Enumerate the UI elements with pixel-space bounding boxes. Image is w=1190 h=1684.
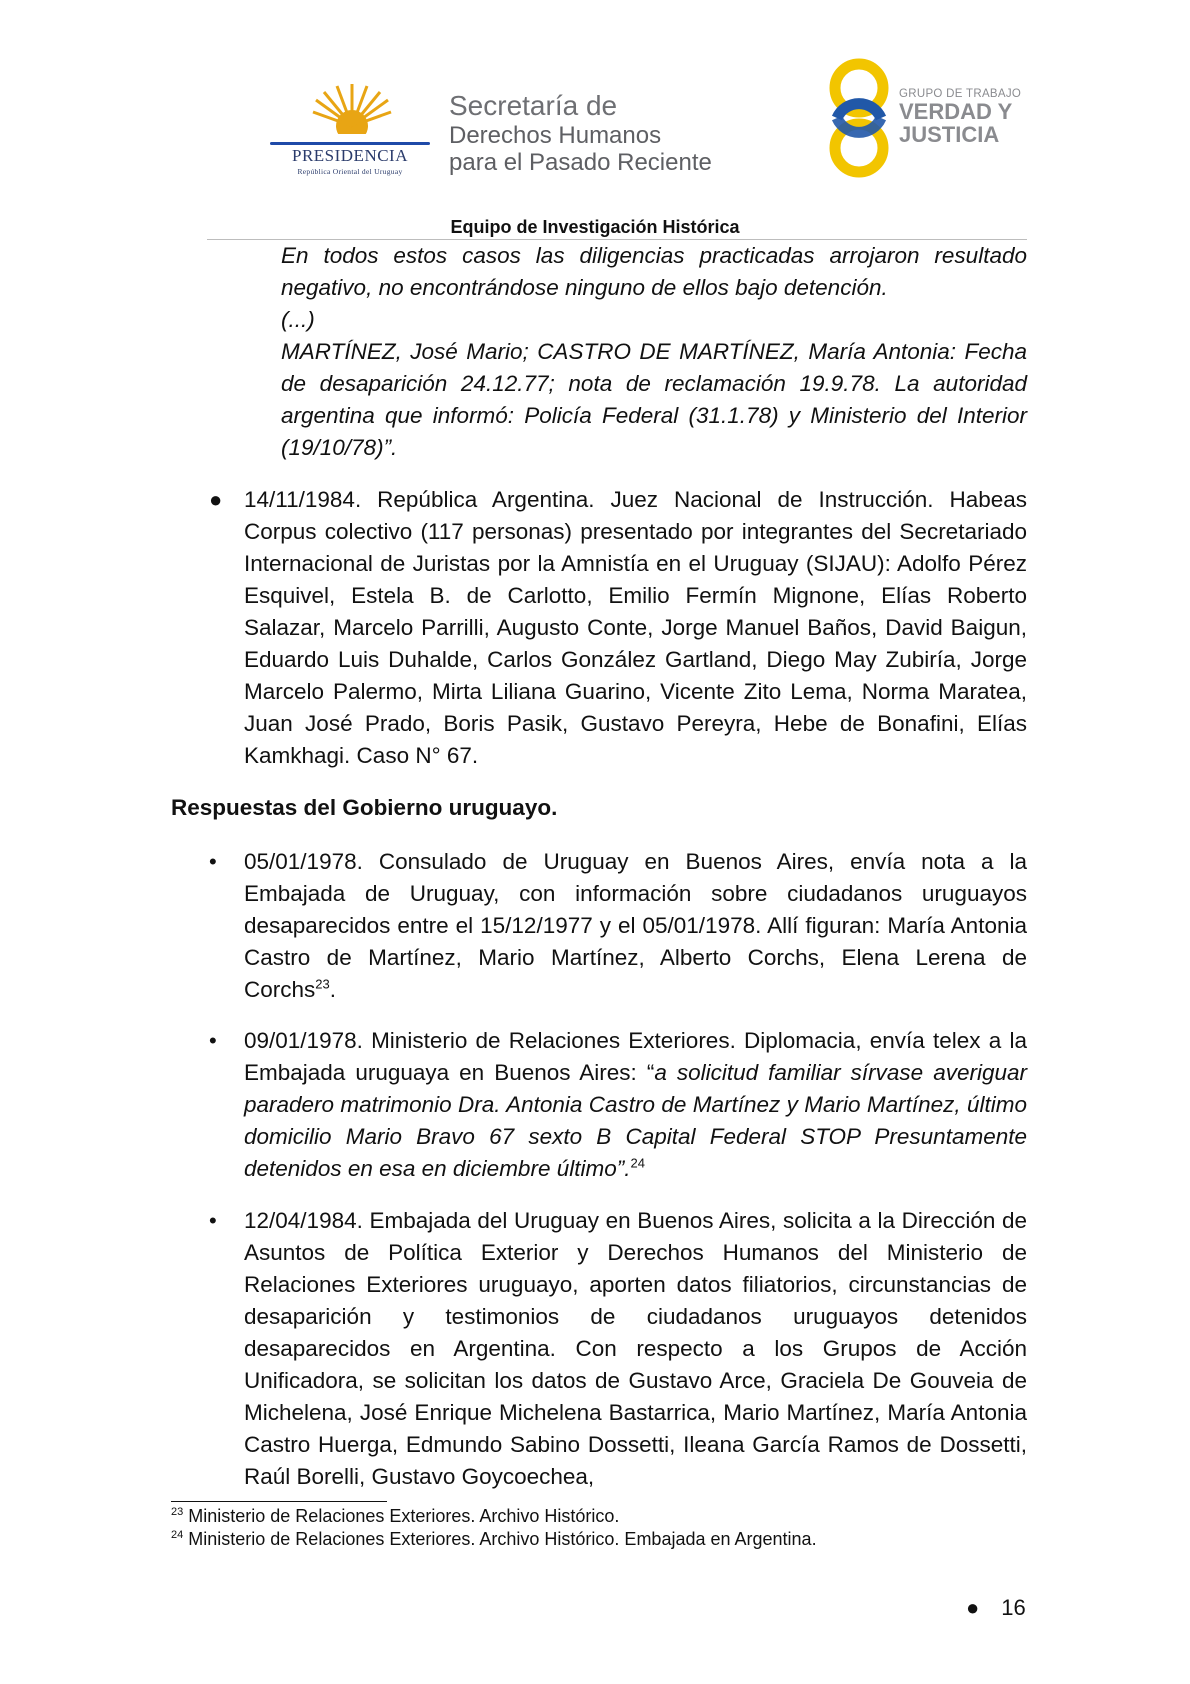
footnote-divider bbox=[171, 1501, 387, 1502]
footnote-text: Ministerio de Relaciones Exteriores. Archivo Histórico. Embajada en Argentina. bbox=[188, 1529, 817, 1549]
linked-rings-icon bbox=[823, 56, 895, 181]
list-item-habeas-corpus: 14/11/1984. República Argentina. Juez Nacional de Instrucción. Habeas Corpus colectivo (117 personas) presentado por integrantes del Secretariado Internacional de Juristas por la Amnistía en el Uruguay (SIJAU): Adolfo Pérez Esquivel, Estela B. de Carlotto, Emilio Fermín Mignone, Elías Roberto Salazar, Marcelo Parrilli, Augusto Conte, Jorge Manuel Baños, David Baigun, Eduardo Luis Duhalde, Carlos González Gartland, Diego May Zubiría, Jorge Marcelo Palermo, Mirta Liliana Guarino, Vicente Zito Lema, Norma Maratea, Juan José Prado, Boris Pasik, Gustavo Pereyra, Hebe de Bonafini, Elías Kamkhagi. Caso N° 67. bbox=[244, 487, 1027, 768]
footnote-23 bbox=[171, 1504, 619, 1528]
secretaria-line-3: para el Pasado Reciente bbox=[449, 149, 712, 176]
footnote-ref-23: 23 bbox=[315, 976, 330, 992]
vj-logo-line-2: JUSTICIA bbox=[899, 122, 1000, 147]
bullet-icon: • bbox=[209, 1028, 217, 1053]
footnote-number: 24 bbox=[171, 1529, 184, 1541]
section-heading: Respuestas del Gobierno uruguayo. bbox=[171, 795, 558, 820]
footnote-ref-24: 24 bbox=[630, 1155, 645, 1171]
vj-logo-line-1: VERDAD Y bbox=[899, 99, 1013, 124]
list-item-response-2 bbox=[244, 1025, 1027, 1185]
bullet-icon: ● bbox=[209, 487, 223, 512]
bullet-icon: • bbox=[209, 1208, 217, 1233]
footnote-number: 23 bbox=[171, 1506, 184, 1518]
bullet-icon: ● bbox=[966, 1595, 980, 1620]
bullet-icon: • bbox=[209, 849, 217, 874]
secretaria-logo bbox=[449, 90, 712, 176]
vj-logo-small-text: GRUPO DE TRABAJO bbox=[899, 88, 1022, 100]
footnote-24 bbox=[171, 1527, 817, 1551]
page-number-value: 16 bbox=[1001, 1595, 1026, 1620]
presidencia-logo-subtitle: República Oriental del Uruguay bbox=[297, 167, 403, 176]
quote-ellipsis: (...) bbox=[281, 307, 315, 332]
list-item-response-1 bbox=[244, 846, 1027, 1006]
footnote-text: Ministerio de Relaciones Exteriores. Archivo Histórico. bbox=[188, 1506, 620, 1526]
page-number bbox=[966, 1595, 1026, 1621]
response-1-text: 05/01/1978. Consulado de Uruguay en Buenos Aires, envía nota a la Embajada de Uruguay, con información sobre ciudadanos uruguayos desaparecidos entre el 15/12/1977 y el 05/01/1978. Allí figuran: María Antonia Castro de Martínez, Mario Martínez, Alberto Corchs, Elena Lerena de Corchs bbox=[244, 849, 1027, 1002]
team-title: Equipo de Investigación Histórica bbox=[450, 217, 740, 237]
secretaria-line-1: Secretaría de bbox=[449, 90, 618, 121]
quote-paragraph-2: MARTÍNEZ, José Mario; CASTRO DE MARTÍNEZ, María Antonia: Fecha de desaparición 24.12.77; nota de reclamación 19.9.78. La autoridad argentina que informó: Policía Federal (31.1.78) y Ministerio del Interior (19/10/78)”. bbox=[281, 339, 1027, 460]
presidencia-logo bbox=[270, 82, 430, 182]
list-item-response-3: 12/04/1984. Embajada del Uruguay en Buenos Aires, solicita a la Dirección de Asuntos de Política Exterior y Derechos Humanos del Ministerio de Relaciones Exteriores uruguayo, aporten datos filiatorios, circunstancias de desaparición y testimonios de ciudadanos uruguayos detenidos desaparecidos en Argentina. Con respecto a los Grupos de Acción Unificadora, se solicitan los datos de Gustavo Arce, Graciela De Gouveia de Michelena, José Enrique Michelena Bastarrica, Mario Martínez, María Antonia Castro Huerga, Edmundo Sabino Dossetti, Ileana García Ramos de Dossetti, Raúl Borelli, Gustavo Goycoechea, bbox=[244, 1208, 1027, 1489]
secretaria-line-2: Derechos Humanos bbox=[449, 122, 662, 149]
quote-paragraph-1: En todos estos casos las diligencias practicadas arrojaron resultado negativo, no encontrándose ninguno de ellos bajo detención. bbox=[281, 243, 1027, 300]
presidencia-logo-text: PRESIDENCIA bbox=[291, 146, 408, 165]
response-2-quote: a solicitud familiar sírvase averiguar paradero matrimonio Dra. Antonia Castro de Martínez y Mario Martínez, último domicilio Mario Bravo 67 sexto B Capital Federal STOP Presuntamente detenidos en esa en diciembre último”. bbox=[244, 1060, 1027, 1181]
verdad-justicia-logo bbox=[823, 56, 1033, 181]
presidencia-underline bbox=[270, 142, 430, 145]
response-1-end: . bbox=[329, 977, 337, 1002]
response-2-text: 09/01/1978. Ministerio de Relaciones Exteriores. Diplomacia, envía telex a la Embajada uruguaya en Buenos Aires: “ bbox=[244, 1028, 1027, 1085]
